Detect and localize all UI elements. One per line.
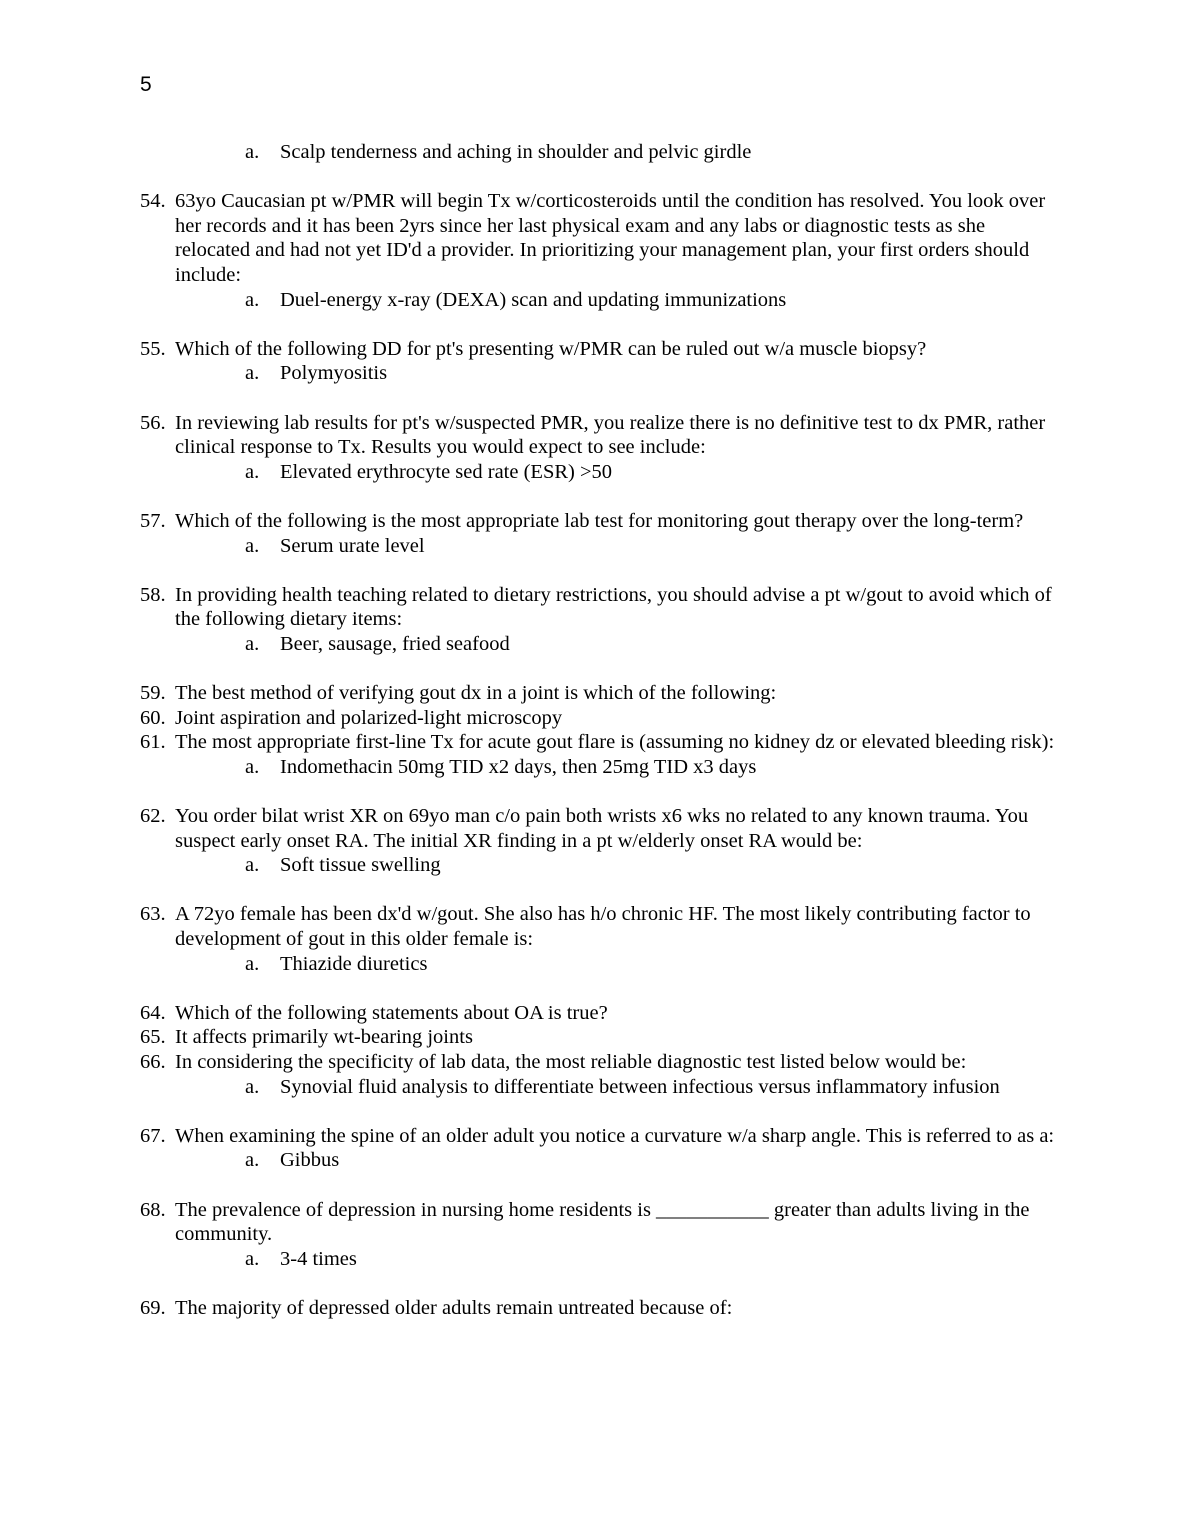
question-text: In providing health teaching related to dietary restrictions, you should advise a pt w/gout to avoid which of the following dietary items: — [175, 583, 1052, 631]
question-number: 64. — [140, 1001, 166, 1024]
answer-text: 3-4 times — [280, 1247, 357, 1270]
answer-item — [140, 853, 1055, 878]
answer-item — [140, 1148, 1055, 1173]
question-number: 69. — [140, 1296, 166, 1319]
answer-text: Scalp tenderness and aching in shoulder and pelvic girdle — [280, 141, 752, 163]
answer-item — [140, 140, 1055, 165]
question-number: 67. — [140, 1124, 166, 1147]
question-number: 62. — [140, 805, 166, 828]
question-number: 63. — [140, 903, 166, 926]
answer-item — [140, 361, 1055, 386]
paragraph-spacer — [140, 558, 1055, 583]
answer-letter: a. — [245, 952, 260, 975]
answer-text: Polymyositis — [280, 362, 388, 385]
question-text: Which of the following statements about OA is true? — [175, 1001, 608, 1024]
question-item — [140, 681, 1055, 706]
question-text: The majority of depressed older adults remain untreated because of: — [175, 1296, 733, 1319]
answer-letter: a. — [245, 141, 260, 163]
answer-item — [140, 1247, 1055, 1272]
question-item — [140, 1001, 1055, 1026]
question-number: 65. — [140, 1026, 166, 1049]
question-number: 68. — [140, 1198, 166, 1221]
paragraph-spacer — [140, 976, 1055, 1001]
answer-item — [140, 460, 1055, 485]
question-number: 59. — [140, 682, 166, 705]
answer-item — [140, 1075, 1055, 1100]
answer-letter: a. — [245, 288, 260, 311]
question-text: Which of the following DD for pt's presenting w/PMR can be ruled out w/a muscle biopsy? — [175, 337, 927, 360]
paragraph-spacer — [140, 779, 1055, 804]
answer-text: Soft tissue swelling — [280, 854, 441, 877]
paragraph-spacer — [140, 1099, 1055, 1124]
answer-text: Synovial fluid analysis to differentiate between infectious versus inflammatory infusion — [280, 1075, 1000, 1098]
question-item — [140, 1025, 1055, 1050]
page-number: 5 — [140, 73, 152, 96]
question-number: 61. — [140, 731, 166, 754]
answer-text: Beer, sausage, fried seafood — [280, 632, 510, 655]
paragraph-spacer — [140, 386, 1055, 411]
question-text: In reviewing lab results for pt's w/suspected PMR, you realize there is no definitive test to dx PMR, rather clinical response to Tx. Results you would expect to see include: — [175, 411, 1046, 459]
question-text: It affects primarily wt-bearing joints — [175, 1026, 473, 1049]
question-item — [140, 706, 1055, 731]
question-text: The most appropriate first-line Tx for acute gout flare is (assuming no kidney dz or elevated bleeding risk): — [175, 731, 1055, 754]
question-item — [140, 337, 1055, 362]
answer-item — [140, 952, 1055, 977]
question-text: Which of the following is the most appropriate lab test for monitoring gout therapy over the long-term? — [175, 509, 1024, 532]
question-item — [140, 730, 1055, 755]
question-item — [140, 902, 1055, 951]
question-number: 57. — [140, 509, 166, 532]
answer-letter: a. — [245, 755, 260, 778]
paragraph-spacer — [140, 878, 1055, 903]
answer-text: Duel-energy x-ray (DEXA) scan and updating immunizations — [280, 288, 787, 311]
answer-item — [140, 632, 1055, 657]
question-item — [140, 1124, 1055, 1149]
question-item — [140, 1198, 1055, 1247]
answer-letter: a. — [245, 362, 260, 385]
question-number: 54. — [140, 190, 166, 213]
paragraph-spacer — [140, 165, 1055, 190]
answer-item — [140, 755, 1055, 780]
question-item — [140, 583, 1055, 632]
question-number: 66. — [140, 1050, 166, 1073]
question-text: The best method of verifying gout dx in a joint is which of the following: — [175, 682, 777, 705]
answer-letter: a. — [245, 1247, 260, 1270]
paragraph-spacer — [140, 1271, 1055, 1296]
question-text: In considering the specificity of lab data, the most reliable diagnostic test listed below would be: — [175, 1050, 967, 1073]
question-item — [140, 509, 1055, 534]
question-number: 60. — [140, 706, 166, 729]
question-text: A 72yo female has been dx'd w/gout. She also has h/o chronic HF. The most likely contributing factor to development of gout in this older female is: — [175, 903, 1031, 950]
question-item — [140, 189, 1055, 287]
question-number: 55. — [140, 337, 166, 360]
answer-text: Serum urate level — [280, 534, 425, 557]
answer-letter: a. — [245, 1075, 260, 1098]
question-item — [140, 1050, 1055, 1075]
document-body — [140, 140, 1055, 1321]
paragraph-spacer — [140, 312, 1055, 337]
question-number: 58. — [140, 583, 166, 606]
answer-letter: a. — [245, 854, 260, 877]
answer-text: Indomethacin 50mg TID x2 days, then 25mg TID x3 days — [280, 755, 757, 778]
answer-letter: a. — [245, 460, 260, 483]
paragraph-spacer — [140, 484, 1055, 509]
answer-letter: a. — [245, 632, 260, 655]
question-text: You order bilat wrist XR on 69yo man c/o pain both wrists x6 wks no related to any known trauma. You suspect early onset RA. The initial XR finding in a pt w/elderly onset RA would be: — [175, 805, 1029, 852]
paragraph-spacer — [140, 656, 1055, 681]
answer-item — [140, 534, 1055, 559]
question-item — [140, 1296, 1055, 1321]
question-item — [140, 411, 1055, 460]
answer-text: Thiazide diuretics — [280, 952, 428, 975]
question-text: Joint aspiration and polarized-light microscopy — [175, 706, 563, 729]
question-number: 56. — [140, 411, 166, 434]
answer-text: Gibbus — [280, 1149, 340, 1172]
question-text: When examining the spine of an older adult you notice a curvature w/a sharp angle. This is referred to as a: — [175, 1124, 1055, 1147]
answer-letter: a. — [245, 1149, 260, 1172]
question-item — [140, 804, 1055, 853]
answer-text: Elevated erythrocyte sed rate (ESR) >50 — [280, 460, 613, 483]
question-text: The prevalence of depression in nursing home residents is ___________ greater than adults living in the community. — [175, 1198, 1030, 1246]
answer-letter: a. — [245, 534, 260, 557]
paragraph-spacer — [140, 1173, 1055, 1198]
answer-item — [140, 288, 1055, 313]
question-text: 63yo Caucasian pt w/PMR will begin Tx w/corticosteroids until the condition has resolved. You look over her records and it has been 2yrs since her last physical exam and any labs or diagnostic tests as she relocated and had not yet ID'd a provider. In prioritizing your management plan, your first orders should include: — [175, 190, 1046, 286]
